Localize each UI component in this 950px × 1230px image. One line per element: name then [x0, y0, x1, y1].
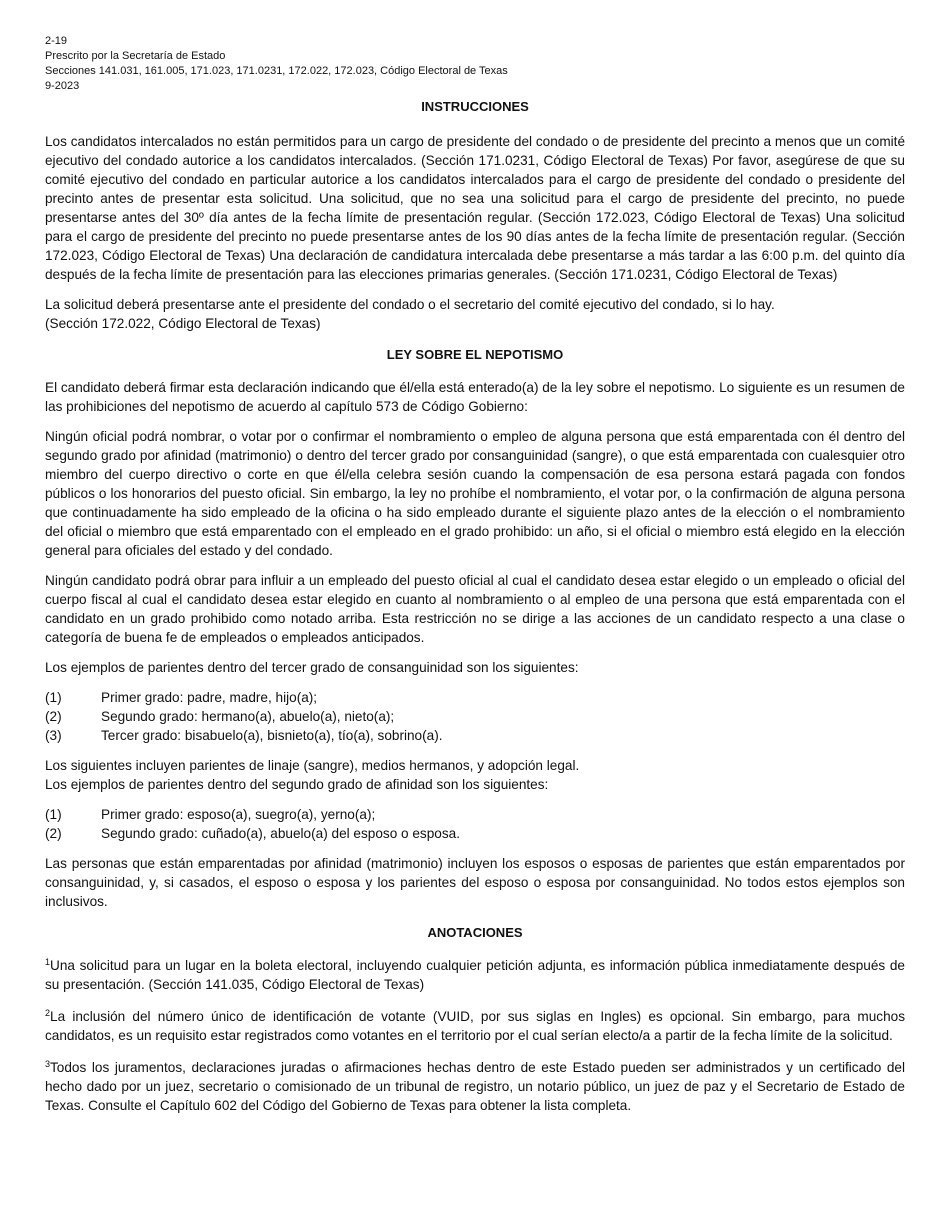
footnote-2 [45, 1007, 905, 1045]
form-date: 9-2023 [45, 80, 80, 92]
list-item-number: (2) [45, 709, 62, 724]
form-number: 2-19 [45, 35, 68, 47]
list-item-number: (1) [45, 807, 62, 822]
instructions-paragraph-1: Los candidatos intercalados no están permitidos para un cargo de presidente del condado o de presidente del precinto a menos que un comité ejecutivo del condado autorice a los candidatos intercalados. (Sección 171.0231, Código Electoral de Texas) Por favor, asegúrese de que su comité ejecutivo del condado en particular autorice a los candidatos intercalados para el cargo de presidente del condado o presidente del precinto antes de presentar esta solicitud. Una solicitud, que no sea una solicitud para el cargo de presidente del precinto, no puede presentarse antes del 30º día antes de la fecha límite de presentación regular. (Sección 172.023, Código Electoral de Texas) Una solicitud para el cargo de presidente del precinto no puede presentarse antes de los 90 días antes de la fecha límite de presentación regular. (Sección 172.023, Código Electoral de Texas) Una declaración de candidatura intercalada debe presentarse a más tardar a las 6:00 p.m. del quinto día después de la fecha límite de presentación para las elecciones primarias generales. (Sección 171.0231, Código Electoral de Texas) [45, 134, 905, 282]
prescribed-by: Prescrito por la Secretaría de Estado [45, 50, 226, 62]
list-item [45, 824, 905, 843]
affinity-list [45, 805, 905, 843]
code-sections: Secciones 141.031, 161.005, 171.023, 171.0231, 172.022, 172.023, Código Electoral de Texas [45, 65, 508, 77]
document-page [45, 34, 905, 1128]
nepotism-paragraph-3: Ningún candidato podrá obrar para influir a un empleado del puesto oficial al cual el candidato desea estar elegido o un empleado o oficial del cuerpo fiscal al cual el candidato desea estar elegido en cuanto al nombramiento o al empleo de una persona que está emparentada con el candidato en un grado prohibido como notado arriba. Esta restricción no se dirige a las acciones de un candidato respecto a una clase o categoría de buena fe de empleados o empleados anticipados. [45, 573, 905, 645]
affinity-note: Los ejemplos de parientes dentro del segundo grado de afinidad son los siguientes: [45, 777, 549, 792]
list-item-number: (1) [45, 690, 62, 705]
footnote-text: Una solicitud para un lugar en la boleta electoral, incluyendo cualquier petición adjunta, es información pública inmediatamente después de su presentación. (Sección 141.035, Código Electoral de Texas) [45, 958, 905, 992]
footnote-text: La inclusión del número único de identificación de votante (VUID, por sus siglas en Ingles) es opcional. Sin embargo, para muchos candidatos, es un requisito estar registrados como votantes en el territorio por el cual serían electo/a a partir de la fecha límite de la solicitud. [45, 1009, 905, 1043]
nepotism-paragraph-1: El candidato deberá firmar esta declaración indicando que él/ella está enterado(a) de la ley sobre el nepotismo. Lo siguiente es un resumen de las prohibiciones del nepotismo de acuerdo al capítulo 573 de Código Gobierno: [45, 380, 905, 414]
list-item [45, 688, 905, 707]
filing-location-citation: (Sección 172.022, Código Electoral de Texas) [45, 316, 321, 331]
footnote-1 [45, 956, 905, 994]
list-item-text: Segundo grado: cuñado(a), abuelo(a) del esposo o esposa. [101, 826, 460, 841]
consanguinity-intro: Los ejemplos de parientes dentro del tercer grado de consanguinidad son los siguientes: [45, 660, 579, 675]
nepotism-paragraph-2: Ningún oficial podrá nombrar, o votar por o confirmar el nombramiento o empleo de alguna persona que está emparentada con él dentro del segundo grado por afinidad (matrimonio) o dentro del tercer grado por consanguinidad (sangre), o que está emparentada con cualesquier otro miembro del cuerpo directivo o corte en que él/ella celebra sesión cuando la compensación de esa persona estará pagada con fondos públicos o los honorarios del puesto oficial. Sin embargo, la ley no prohíbe el nombramiento, el votar por, o la confirmación de alguna persona que continuadamente ha sido empleado de la oficina o ha sido empleado durante el siguiente plazo antes de la elección o el nombramiento del oficial o miembro que está emparentado con el empleado en el grado prohibido: un año, si el oficial o miembro está elegido en la elección general para oficiales del estado y del condado. [45, 429, 905, 558]
affinity-intro [45, 756, 905, 794]
list-item [45, 726, 905, 745]
lineage-note: Los siguientes incluyen parientes de linaje (sangre), medios hermanos, y adopción legal. [45, 758, 580, 773]
form-header [45, 34, 905, 94]
nepotism-title: LEY SOBRE EL NEPOTISMO [386, 347, 564, 362]
list-item [45, 707, 905, 726]
notes-title: ANOTACIONES [427, 925, 523, 940]
nepotism-paragraph-6: Las personas que están emparentadas por afinidad (matrimonio) incluyen los esposos o esposas de parientes que están emparentados por consanguinidad, y, si casados, el esposo o esposa y los parientes del esposo o esposa por consanguinidad. No todos estos ejemplos son inclusivos. [45, 856, 905, 909]
footnote-text: Todos los juramentos, declaraciones juradas o afirmaciones hechas dentro de este Estado pueden ser administrados y un certificado del hecho dado por un juez, secretario o comisionado de un tribunal de registro, un notario público, un juez de paz y el Secretario de Estado de Texas. Consulte el Capítulo 602 del Código del Gobierno de Texas para obtener la lista completa. [45, 1060, 905, 1113]
instructions-paragraph-2 [45, 295, 905, 333]
footnote-3 [45, 1058, 905, 1115]
list-item-text: Primer grado: esposo(a), suegro(a), yerno(a); [101, 807, 376, 822]
footnote-marker: 1 [45, 957, 51, 967]
list-item-number: (2) [45, 826, 62, 841]
list-item-number: (3) [45, 728, 62, 743]
list-item-text: Primer grado: padre, madre, hijo(a); [101, 690, 318, 705]
consanguinity-list [45, 688, 905, 745]
list-item-text: Segundo grado: hermano(a), abuelo(a), nieto(a); [101, 709, 395, 724]
list-item [45, 805, 905, 824]
footnote-marker: 3 [45, 1059, 51, 1069]
instructions-title: INSTRUCCIONES [421, 99, 529, 114]
footnote-marker: 2 [45, 1008, 51, 1018]
filing-location-text: La solicitud deberá presentarse ante el presidente del condado o el secretario del comité ejecutivo del condado, si lo hay. [45, 297, 775, 312]
list-item-text: Tercer grado: bisabuelo(a), bisnieto(a), tío(a), sobrino(a). [101, 728, 443, 743]
